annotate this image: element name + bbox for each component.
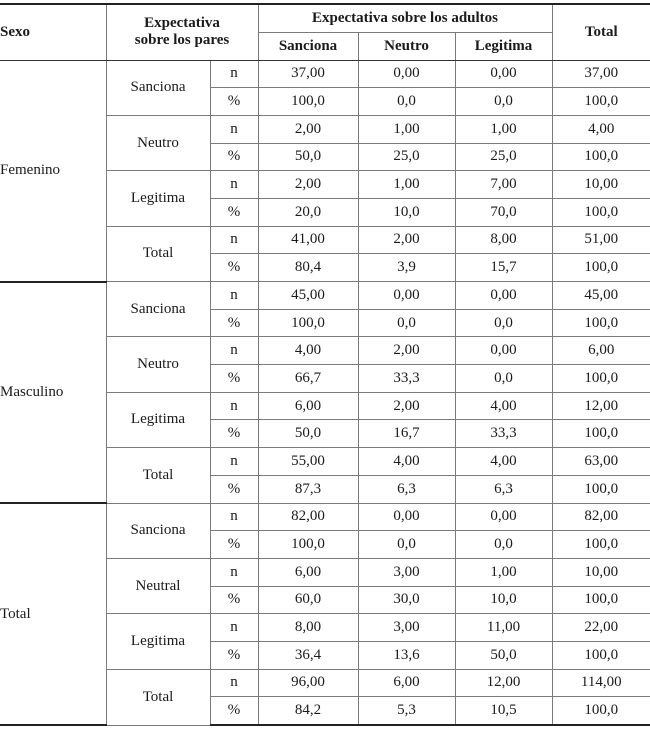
value-cell: 55,00 bbox=[258, 448, 358, 476]
value-cell: 100,0 bbox=[552, 88, 650, 116]
value-cell: 80,4 bbox=[258, 254, 358, 282]
value-cell: 15,7 bbox=[455, 254, 552, 282]
value-cell: 0,00 bbox=[455, 60, 552, 88]
value-cell: 0,0 bbox=[455, 365, 552, 393]
stat-label-cell: % bbox=[210, 309, 258, 337]
value-cell: 20,0 bbox=[258, 198, 358, 226]
crosstab-table bbox=[0, 3, 650, 726]
pares-cell: Sanciona bbox=[106, 503, 210, 558]
stat-label-cell: n bbox=[210, 226, 258, 254]
pares-cell: Total bbox=[106, 448, 210, 503]
value-cell: 1,00 bbox=[358, 115, 455, 143]
value-cell: 45,00 bbox=[552, 282, 650, 310]
value-cell: 82,00 bbox=[258, 503, 358, 531]
value-cell: 0,0 bbox=[358, 531, 455, 559]
stat-label-cell: n bbox=[210, 337, 258, 365]
value-cell: 12,00 bbox=[455, 669, 552, 697]
value-cell: 10,5 bbox=[455, 697, 552, 725]
sexo-cell: Masculino bbox=[0, 282, 106, 504]
value-cell: 6,3 bbox=[358, 475, 455, 503]
pares-cell: Sanciona bbox=[106, 282, 210, 337]
value-cell: 2,00 bbox=[358, 226, 455, 254]
value-cell: 4,00 bbox=[552, 115, 650, 143]
value-cell: 100,0 bbox=[552, 143, 650, 171]
sexo-cell: Femenino bbox=[0, 60, 106, 282]
stat-label-cell: % bbox=[210, 697, 258, 725]
stat-label-cell: n bbox=[210, 669, 258, 697]
value-cell: 0,00 bbox=[358, 282, 455, 310]
value-cell: 2,00 bbox=[258, 171, 358, 199]
value-cell: 0,0 bbox=[455, 88, 552, 116]
pares-cell: Neutro bbox=[106, 115, 210, 170]
value-cell: 100,0 bbox=[258, 309, 358, 337]
header-sub-legitima: Legitima bbox=[455, 32, 552, 60]
value-cell: 8,00 bbox=[455, 226, 552, 254]
stat-label-cell: % bbox=[210, 88, 258, 116]
pares-cell: Neutro bbox=[106, 337, 210, 392]
header-total: Total bbox=[552, 4, 650, 60]
value-cell: 51,00 bbox=[552, 226, 650, 254]
value-cell: 25,0 bbox=[358, 143, 455, 171]
value-cell: 33,3 bbox=[455, 420, 552, 448]
value-cell: 25,0 bbox=[455, 143, 552, 171]
value-cell: 100,0 bbox=[258, 531, 358, 559]
stat-label-cell: n bbox=[210, 282, 258, 310]
value-cell: 45,00 bbox=[258, 282, 358, 310]
value-cell: 4,00 bbox=[358, 448, 455, 476]
stat-label-cell: n bbox=[210, 448, 258, 476]
stat-label-cell: % bbox=[210, 365, 258, 393]
header-expectativa-pares: Expectativa sobre los pares bbox=[106, 4, 258, 60]
stat-label-cell: n bbox=[210, 392, 258, 420]
value-cell: 2,00 bbox=[358, 392, 455, 420]
stat-label-cell: % bbox=[210, 531, 258, 559]
value-cell: 87,3 bbox=[258, 475, 358, 503]
value-cell: 16,7 bbox=[358, 420, 455, 448]
value-cell: 0,00 bbox=[455, 503, 552, 531]
header-sub-sanciona: Sanciona bbox=[258, 32, 358, 60]
table-row bbox=[0, 60, 650, 88]
stat-label-cell: % bbox=[210, 641, 258, 669]
value-cell: 22,00 bbox=[552, 614, 650, 642]
pares-cell: Total bbox=[106, 669, 210, 725]
value-cell: 6,3 bbox=[455, 475, 552, 503]
stat-label-cell: % bbox=[210, 586, 258, 614]
value-cell: 3,00 bbox=[358, 558, 455, 586]
value-cell: 4,00 bbox=[455, 392, 552, 420]
value-cell: 3,9 bbox=[358, 254, 455, 282]
value-cell: 0,00 bbox=[455, 282, 552, 310]
stat-label-cell: n bbox=[210, 171, 258, 199]
value-cell: 0,0 bbox=[358, 309, 455, 337]
value-cell: 100,0 bbox=[552, 198, 650, 226]
stat-label-cell: % bbox=[210, 475, 258, 503]
value-cell: 12,00 bbox=[552, 392, 650, 420]
value-cell: 100,0 bbox=[552, 420, 650, 448]
value-cell: 100,0 bbox=[552, 309, 650, 337]
pares-cell: Legitima bbox=[106, 614, 210, 669]
value-cell: 37,00 bbox=[552, 60, 650, 88]
value-cell: 11,00 bbox=[455, 614, 552, 642]
table-body bbox=[0, 60, 650, 725]
value-cell: 100,0 bbox=[552, 586, 650, 614]
header-sub-neutro: Neutro bbox=[358, 32, 455, 60]
pares-cell: Legitima bbox=[106, 392, 210, 447]
value-cell: 10,00 bbox=[552, 558, 650, 586]
value-cell: 10,00 bbox=[552, 171, 650, 199]
value-cell: 70,0 bbox=[455, 198, 552, 226]
value-cell: 4,00 bbox=[455, 448, 552, 476]
stat-label-cell: % bbox=[210, 198, 258, 226]
stat-label-cell: n bbox=[210, 558, 258, 586]
value-cell: 50,0 bbox=[258, 143, 358, 171]
value-cell: 30,0 bbox=[358, 586, 455, 614]
stat-label-cell: n bbox=[210, 115, 258, 143]
value-cell: 0,00 bbox=[455, 337, 552, 365]
value-cell: 0,00 bbox=[358, 503, 455, 531]
value-cell: 100,0 bbox=[258, 88, 358, 116]
stat-label-cell: % bbox=[210, 143, 258, 171]
value-cell: 6,00 bbox=[258, 558, 358, 586]
pares-cell: Neutral bbox=[106, 558, 210, 613]
value-cell: 50,0 bbox=[258, 420, 358, 448]
value-cell: 37,00 bbox=[258, 60, 358, 88]
sexo-cell: Total bbox=[0, 503, 106, 725]
value-cell: 5,3 bbox=[358, 697, 455, 725]
stat-label-cell: n bbox=[210, 503, 258, 531]
value-cell: 0,0 bbox=[358, 88, 455, 116]
table-row bbox=[0, 503, 650, 531]
value-cell: 100,0 bbox=[552, 475, 650, 503]
value-cell: 50,0 bbox=[455, 641, 552, 669]
header-sexo: Sexo bbox=[0, 4, 106, 60]
value-cell: 100,0 bbox=[552, 697, 650, 725]
value-cell: 0,0 bbox=[455, 531, 552, 559]
pares-cell: Sanciona bbox=[106, 60, 210, 115]
stat-label-cell: n bbox=[210, 60, 258, 88]
value-cell: 6,00 bbox=[552, 337, 650, 365]
pares-cell: Total bbox=[106, 226, 210, 281]
value-cell: 60,0 bbox=[258, 586, 358, 614]
value-cell: 1,00 bbox=[358, 171, 455, 199]
value-cell: 10,0 bbox=[455, 586, 552, 614]
value-cell: 96,00 bbox=[258, 669, 358, 697]
value-cell: 100,0 bbox=[552, 531, 650, 559]
value-cell: 6,00 bbox=[358, 669, 455, 697]
value-cell: 33,3 bbox=[358, 365, 455, 393]
stat-label-cell: n bbox=[210, 614, 258, 642]
value-cell: 66,7 bbox=[258, 365, 358, 393]
value-cell: 2,00 bbox=[358, 337, 455, 365]
table-row bbox=[0, 282, 650, 310]
value-cell: 84,2 bbox=[258, 697, 358, 725]
value-cell: 10,0 bbox=[358, 198, 455, 226]
value-cell: 7,00 bbox=[455, 171, 552, 199]
value-cell: 2,00 bbox=[258, 115, 358, 143]
value-cell: 100,0 bbox=[552, 365, 650, 393]
value-cell: 1,00 bbox=[455, 558, 552, 586]
value-cell: 114,00 bbox=[552, 669, 650, 697]
value-cell: 100,0 bbox=[552, 641, 650, 669]
value-cell: 3,00 bbox=[358, 614, 455, 642]
value-cell: 0,00 bbox=[358, 60, 455, 88]
value-cell: 63,00 bbox=[552, 448, 650, 476]
value-cell: 100,0 bbox=[552, 254, 650, 282]
pares-cell: Legitima bbox=[106, 171, 210, 226]
value-cell: 0,0 bbox=[455, 309, 552, 337]
value-cell: 1,00 bbox=[455, 115, 552, 143]
value-cell: 6,00 bbox=[258, 392, 358, 420]
stat-label-cell: % bbox=[210, 254, 258, 282]
value-cell: 13,6 bbox=[358, 641, 455, 669]
header-expectativa-adultos: Expectativa sobre los adultos bbox=[258, 4, 552, 32]
value-cell: 36,4 bbox=[258, 641, 358, 669]
stat-label-cell: % bbox=[210, 420, 258, 448]
value-cell: 4,00 bbox=[258, 337, 358, 365]
value-cell: 8,00 bbox=[258, 614, 358, 642]
value-cell: 82,00 bbox=[552, 503, 650, 531]
value-cell: 41,00 bbox=[258, 226, 358, 254]
